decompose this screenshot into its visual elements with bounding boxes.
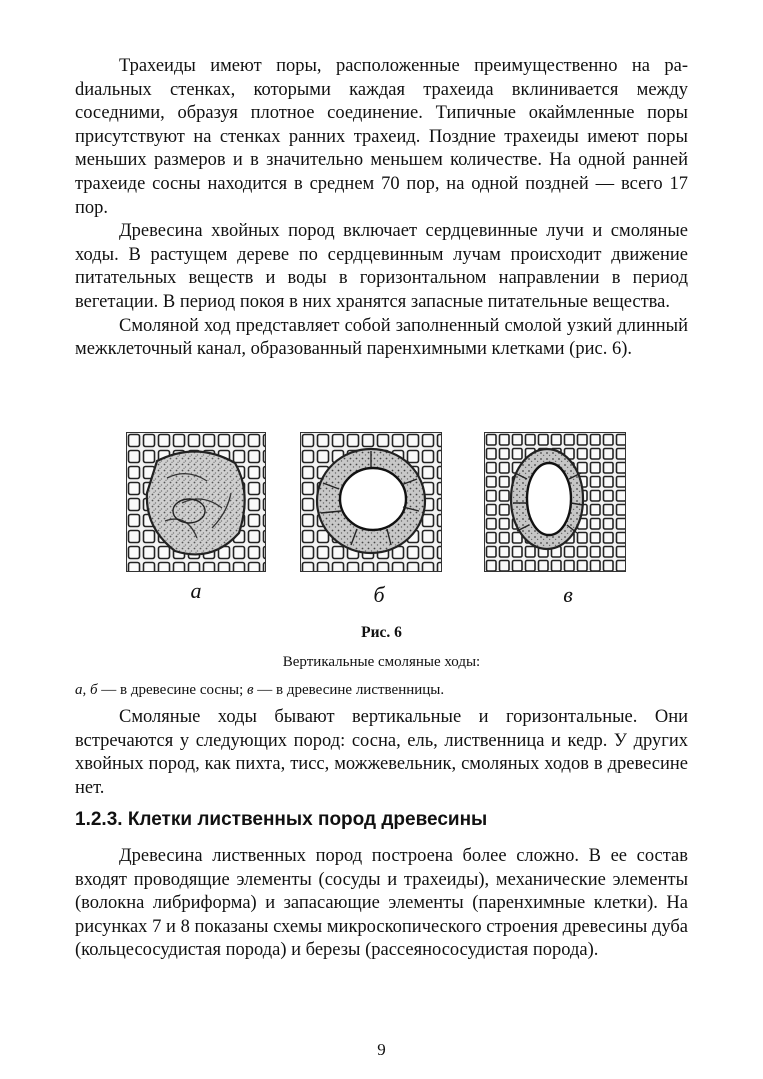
- figure-panel-c: [484, 432, 626, 572]
- paragraph-hardwood-structure: Древесина лиственных пород построена более сложно. В ее состав входят проводящие элементы (сосуды и трахеиды), механические элементы (волокна либриформа) и запасающие элементы (паренхимные клетки). На рисунках 7 и 8 показаны схемы микроскопического строения древесины дуба (кольцесосудистая порода) и березы (рассеянососудистая порода).: [75, 846, 688, 961]
- figure-caption-title: Рис. 6: [361, 624, 402, 641]
- section-heading: 1.2.3. Клетки лиственных пород древесины: [75, 809, 488, 830]
- legend-italic-ab: а, б: [75, 682, 98, 698]
- body-text-middle: [75, 706, 688, 800]
- resin-duct-larch-image: [485, 433, 625, 571]
- body-text-bottom: [75, 845, 688, 963]
- figure-legend: [75, 682, 688, 699]
- paragraph-resin-duct-types: Смоляные ходы бывают вертикальные и горизонтальные. Они встречаются у следующих пород: сосна, ель, лиственница и кедр. У других хвойных пород, как пихта, тисс, можжевельник, смоляных ходов в древесине нет.: [75, 707, 688, 798]
- paragraph-tracheid-pores: Трахеиды имеют поры, расположенные преимущественно на раdиальных стенках, которыми каждая трахеида вклинивается между соседними, образуя плотное соединение. Типичные окаймленные поры присутствуют на стенках ранних трахеид. Поздние трахеиды имеют поры меньших размеров и в значительно меньшем количестве. На одной ранней трахеиде сосны находится в среднем 70 пор, на одной поздней — всего 17 пор.: [75, 56, 688, 218]
- resin-duct-pine-a-image: [127, 433, 265, 571]
- resin-duct-pine-b-image: [301, 433, 441, 571]
- legend-text-pine: — в древесине сосны;: [97, 682, 248, 698]
- body-text-top: [75, 55, 688, 362]
- figure-label-a: а: [190, 578, 202, 603]
- legend-text-larch: — в древесине лиственницы.: [253, 682, 445, 698]
- figure-label-b: б: [373, 582, 385, 607]
- figure-caption-subtitle: Вертикальные смоляные ходы:: [282, 654, 481, 670]
- figure-panel-b: [300, 432, 442, 572]
- figure-panel-a: [126, 432, 266, 572]
- legend-italic-v: в: [247, 682, 254, 698]
- figure-label-c: в: [563, 582, 573, 607]
- page-number: 9: [377, 1040, 386, 1059]
- paragraph-resin-duct-definition: Смоляной ход представляет собой заполненный смолой узкий длинный межклеточный канал, образованный паренхимными клетками (рис. 6).: [75, 315, 688, 360]
- paragraph-rays-resin-ducts: Древесина хвойных пород включает сердцевинные лучи и смоляные ходы. В растущем дереве по сердцевинным лучам происходит движение питательных веществ и воды в горизонтальном направлении в период вегетации. В период покоя в них хранятся запасные питательные вещества.: [75, 221, 688, 312]
